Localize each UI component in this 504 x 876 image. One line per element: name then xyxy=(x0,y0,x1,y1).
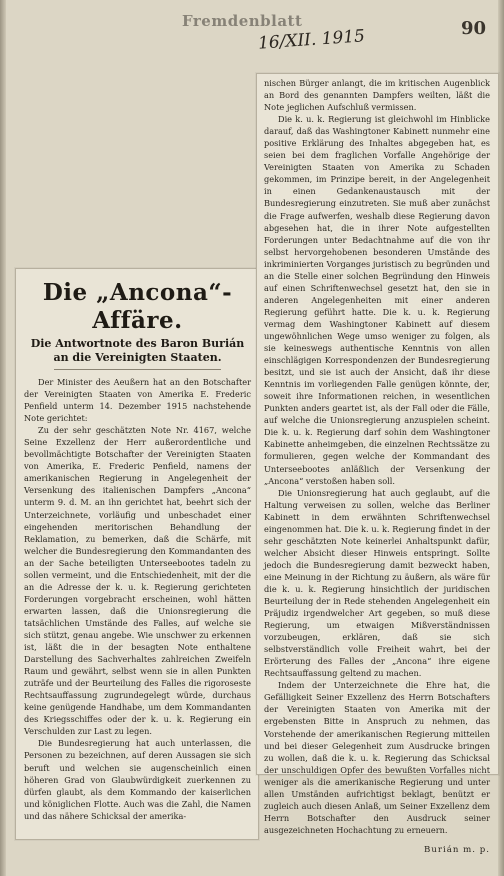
left-column xyxy=(24,269,251,822)
page-edge-left xyxy=(0,0,6,876)
signature: Burián m. p. xyxy=(424,844,490,855)
right-column xyxy=(264,77,490,856)
left-paragraph: Der Minister des Aeußern hat an den Botschafter der Vereinigten Staaten von Amerika E. Frederic Penfield unterm 14. Dezember 1915 nachstehende Note gerichtet: xyxy=(24,377,251,424)
article-title: Die „Ancona“-Affäre. xyxy=(42,279,233,334)
newspaper-masthead: Fremdenblatt xyxy=(182,12,303,30)
page-number: 90 xyxy=(460,18,486,39)
article-clipping-left xyxy=(15,268,259,840)
article-subtitle: Die Antwortnote des Baron Burián an die Vereinigten Staaten. xyxy=(30,337,245,364)
left-paragraph: Zu der sehr geschätzten Note Nr. 4167, welche Seine Exzellenz der Herr außerordentliche und bevollmächtigte Botschafter der Vereinigten Staaten von Amerika, E. Frederic Penfield, namens der amerikanischen Regierung in Angelegenheit der Versenkung des italienischen Dampfers „Ancona“ unterm 9. d. M. an ihn gerichtet hat, beehrt sich der Unterzeichnete, vorläufig und unbeschadet einer eingehenden meritorischen Behandlung der Reklamation, zu bemerken, daß die Schärfe, mit welcher die Bundesregierung den Kommandanten des an der Sache beteiligten Unterseebootes tadeln zu sollen vermeint, und die Entschiedenheit, mit der die an die Adresse der k. u. k. Regierung gerichteten Forderungen vorgebracht erscheinen, wohl hätten erwarten lassen, daß die Unionsregierung die tatsächlichen Umstände des Falles, auf welche sie sich stützt, genau angebe. Wie unschwer zu erkennen ist, läßt die in der besagten Note enthaltene Darstellung des Sachverhaltes zahlreichen Zweifeln Raum und gewährt, selbst wenn sie in allen Punkten zuträfe und der Beurteilung des Falles die rigoroseste Rechtsauffassung zugrundegelegt würde, durchaus keine genügende Handhabe, um dem Kommandanten des Kriegsschiffes oder der k. u. k. Regierung ein Verschulden zur Last zu legen. xyxy=(24,425,251,737)
right-paragraph: Die Unionsregierung hat auch geglaubt, auf die Haltung verweisen zu sollen, welche das Berliner Kabinett in dem erwähnten Schriftenwechsel eingenommen hat. Die k. u. k. Regierung findet in der sehr geschätzten Note keinerlei Anhaltspunkt dafür, welcher Absicht dieser Hinweis entspringt. Sollte jedoch die Bundesregierung damit bezweckt haben, eine Meinung in der Richtung zu äußern, als wäre für die k. u. k. Regierung hinsichtlich der juridischen Beurteilung der in Rede stehenden Angelegenheit ein Präjudiz irgendwelcher Art gegeben, so muß diese Regierung, um etwaigen Mißverständnissen vorzubeugen, erklären, daß sie sich selbstverständlich volle Freiheit wahrt, bei der Erörterung des Falles der „Ancona“ ihre eigene Rechtsauffassung geltend zu machen. xyxy=(264,487,490,679)
left-paragraph: Die Bundesregierung hat auch unterlassen, die Personen zu bezeichnen, auf deren Aussagen sie sich beruft und welchen sie augenscheinlich einen höheren Grad von Glaubwürdigkeit zuerkennen zu dürfen glaubt, als dem Kommando der kaiserlichen und königlichen Flotte. Auch was die Zahl, die Namen und das nähere Schicksal der amerika- xyxy=(24,738,251,821)
right-paragraph: nischen Bürger anlangt, die im kritischen Augenblick an Bord des genannten Dampfers weilten, läßt die Note jeglichen Aufschluß vermissen. xyxy=(264,78,490,113)
article-clipping-right xyxy=(256,73,499,855)
right-paragraph: Indem der Unterzeichnete die Ehre hat, die Gefälligkeit Seiner Exzellenz des Herrn Botschafters der Vereinigten Staaten von Amerika mit der ergebensten Bitte in Anspruch zu nehmen, das Vorstehende der amerikanischen Regierung mitteilen und bei dieser Gelegenheit zum Ausdrucke bringen zu wollen, daß die k. u. k. Regierung das Schicksal der unschuldigen Opfer des bewußten Vorfalles nicht weniger als die amerikanische Regierung und unter allen Umständen aufrichtigst beklagt, benützt er zugleich auch diesen Anlaß, um Seiner Exzellenz dem Herrn Botschafter den Ausdruck seiner ausgezeichneten Hochachtung zu erneuern. xyxy=(264,680,490,835)
handwritten-date: 16/XII. 1915 xyxy=(257,26,366,54)
right-paragraph: Die k. u. k. Regierung ist gleichwohl im Hinblicke darauf, daß das Washingtoner Kabinett nunmehr eine positive Erklärung des Inhaltes abgegeben hat, es seien bei dem fraglichen Vorfalle Angehörige der Vereinigten Staaten von Amerika zu Schaden gekommen, im Prinzipe bereit, in der Angelegenheit in einen Gedankenaustausch mit der Bundesregierung einzutreten. Sie muß aber zunächst die Frage aufwerfen, weshalb diese Regierung davon abgesehen hat, die in ihrer Note aufgestellten Forderungen unter Bedachtnahme auf die von ihr selbst hervorgehobenen besonderen Umstände des inkriminierten Vorganges juristisch zu begründen und an die Stelle einer solchen Begründung den Hinweis auf einen Schriftenwechsel gesetzt hat, den sie in anderen Angelegenheiten mit einer anderen Regierung geführt hatte. Die k. u. k. Regierung vermag dem Washingtoner Kabinett auf diesem ungewöhnlichen Wege umso weniger zu folgen, als sie keineswegs authentische Kenntnis von allen einschlägigen Korrespondenzen der Bundesregierung besitzt, und sie ist auch der Ansicht, daß ihr diese Kenntnis im vorliegenden Falle genügen könnte, der, soweit ihre Informationen reichen, in wesentlichen Punkten anders geartet ist, als der Fall oder die Fälle, auf welche die Unionsregierung anzuspielen scheint. Die k. u. k. Regierung darf sohin dem Washingtoner Kabinette anheimgeben, die einzelnen Rechtssätze zu formulieren, gegen welche der Kommandant des Unterseebootes anläßlich der Versenkung der „Ancona“ verstoßen haben soll. xyxy=(264,114,490,486)
title-divider xyxy=(54,369,221,370)
